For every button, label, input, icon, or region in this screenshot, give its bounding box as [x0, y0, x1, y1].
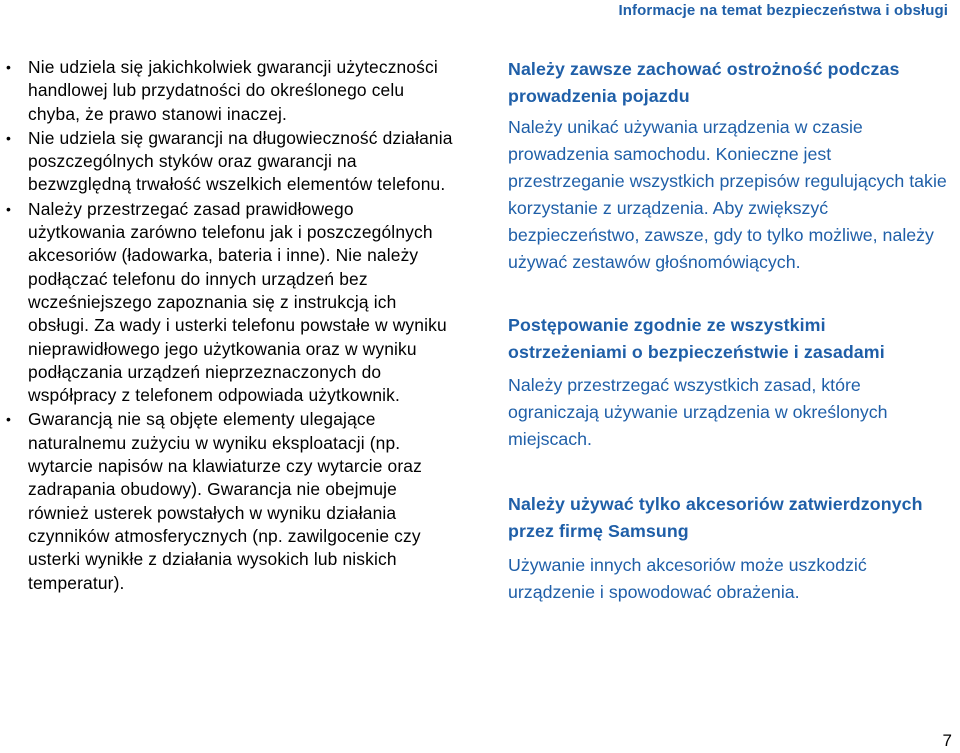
section-accessories	[508, 491, 948, 606]
section-body: Używanie innych akcesoriów może uszkodzić urządzenie i spowodować obrażenia.	[508, 555, 867, 602]
section-body: Należy unikać używania urządzenia w czasie prowadzenia samochodu. Konieczne jest przestrzeganie wszystkich przepisów regulujących takie korzystanie z urządzenia. Aby zwiększyć bezpieczeństwo, zawsze, gdy to tylko możliwe, należy używać zestawów głośnomówiących.	[508, 117, 947, 272]
section-heading: Należy używać tylko akcesoriów zatwierdzonych przez firmę Samsung	[508, 494, 923, 541]
bullet-icon: •	[6, 129, 12, 146]
list-item	[0, 56, 455, 126]
list-item	[0, 198, 455, 408]
warranty-column	[0, 56, 455, 596]
list-item	[0, 408, 455, 594]
bullet-icon: •	[6, 59, 12, 75]
list-item-text: Gwarancją nie są objęte elementy ulegające naturalnemu zużyciu w wyniku eksploatacji (np. wytarcie napisów na klawiaturze czy wytarcie oraz zadrapania obudowy). Gwarancja nie obejmuje również usterek powstałych w wyniku działania czynników atmosferycznych (np. zawilgocenie czy usterki wynikłe z działania wysokich lub niskich temperatur).	[28, 409, 422, 593]
section-warnings	[508, 312, 948, 453]
bullet-icon: •	[6, 411, 12, 428]
page-header: Informacje na temat bezpieczeństwa i obsługi	[618, 2, 948, 19]
list-item-text: Nie udziela się jakichkolwiek gwarancji użyteczności handlowej lub przydatności do określonego celu chyba, że prawo stanowi inaczej.	[28, 57, 438, 124]
bullet-icon: •	[6, 200, 12, 217]
section-body: Należy przestrzegać wszystkich zasad, które ograniczają używanie urządzenia w określonych miejscach.	[508, 375, 888, 449]
page-number: 7	[942, 731, 952, 750]
safety-column	[508, 56, 948, 606]
list-item	[0, 127, 455, 197]
list-item-text: Nie udziela się gwarancji na długowieczność działania poszczególnych styków oraz gwarancji na bezwzględną trwałość wszelkich elementów telefonu.	[28, 127, 453, 195]
section-heading: Należy zawsze zachować ostrożność podczas prowadzenia pojazdu	[508, 59, 900, 106]
section-heading: Postępowanie zgodnie ze wszystkimi ostrzeżeniami o bezpieczeństwie i zasadami	[508, 315, 885, 362]
list-item-text: Należy przestrzegać zasad prawidłowego użytkowania zarówno telefonu jak i poszczególnych akcesoriów (ładowarka, bateria i inne). Nie należy podłączać telefonu do innych urządzeń bez wcześniejszego zapoznania się z instrukcją ich obsługi. Za wady i usterki telefonu powstałe w wyniku nieprawidłowego jego użytkowania oraz w wyniku podłączania urządzeń nieprzeznaczonych do współpracy z telefonem odpowiada użytkownik.	[28, 198, 447, 406]
section-driving	[508, 56, 948, 276]
warranty-list	[0, 56, 455, 595]
